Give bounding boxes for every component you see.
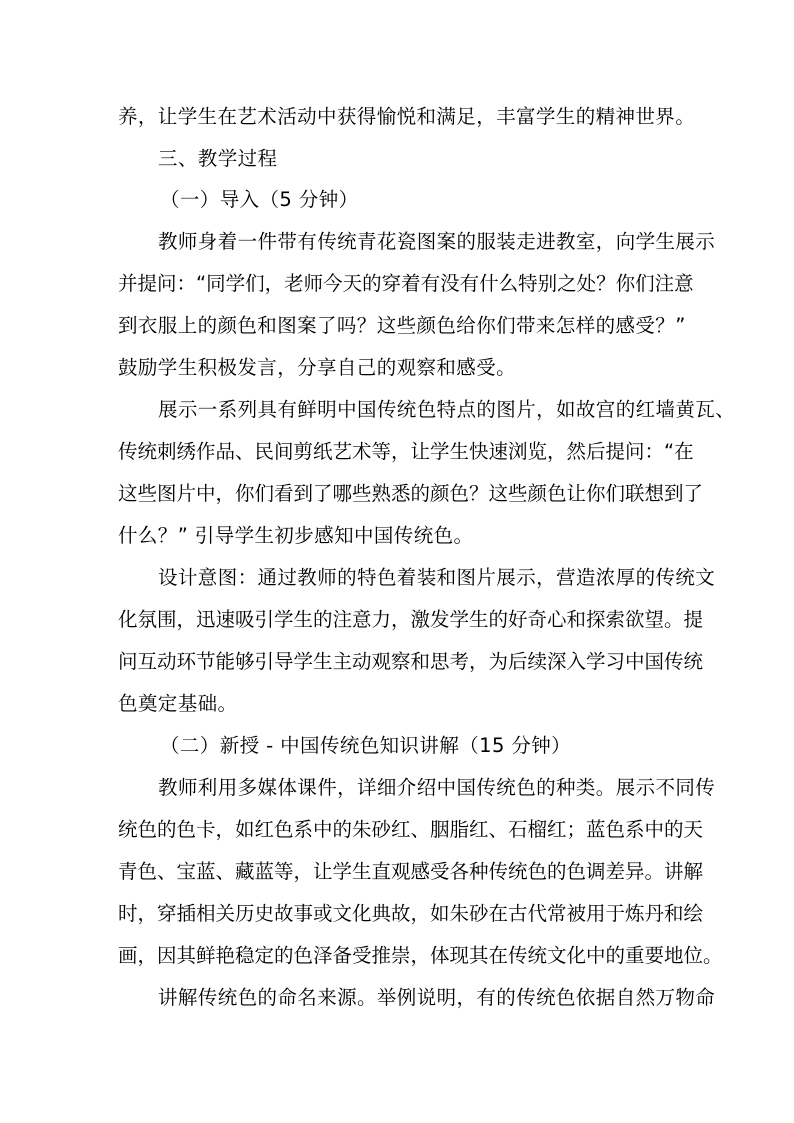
text-line: 时，穿插相关历史故事或文化典故，如朱砂在古代常被用于炼丹和绘 [118, 902, 704, 925]
text-line: 化氛围，迅速吸引学生的注意力，激发学生的好奇心和探索欲望。提 [118, 608, 704, 631]
text-line: 教师身着一件带有传统青花瓷图案的服装走进教室，向学生展示 [158, 230, 716, 253]
text-line: 养，让学生在艺术活动中获得愉悦和满足，丰富学生的精神世界。 [118, 105, 696, 128]
text-line: 讲解传统色的命名来源。举例说明，有的传统色依据自然万物命 [158, 986, 716, 1009]
text-line: 教师利用多媒体课件，详细介绍中国传统色的种类。展示不同传 [158, 776, 716, 799]
text-line: 什么？” 引导学生初步感知中国传统色。 [118, 524, 474, 547]
text-line: 色奠定基础。 [118, 692, 238, 715]
text-line: 鼓励学生积极发言，分享自己的观察和感受。 [118, 356, 517, 379]
text-line: 到衣服上的颜色和图案了吗？这些颜色给你们带来怎样的感受？” [118, 314, 686, 337]
section-heading: 三、教学过程 [158, 147, 278, 170]
text-line: 问互动环节能够引导学生主动观察和思考，为后续深入学习中国传统 [118, 650, 704, 673]
text-line: 青色、宝蓝、藏蓝等，让学生直观感受各种传统色的色调差异。讲解 [118, 860, 704, 883]
subsection-heading: （二）新授 - 中国传统色知识讲解（15 分钟） [160, 734, 572, 757]
text-line: 画，因其鲜艳稳定的色泽备受推崇，体现其在传统文化中的重要地位。 [118, 944, 723, 967]
text-line: 统色的色卡，如红色系中的朱砂红、胭脂红、石榴红；蓝色系中的天 [118, 818, 704, 841]
text-line: 设计意图：通过教师的特色着装和图片展示，营造浓厚的传统文 [158, 566, 716, 589]
text-line: 这些图片中，你们看到了哪些熟悉的颜色？这些颜色让你们联想到了 [118, 482, 704, 505]
subsection-heading: （一）导入（5 分钟） [160, 188, 359, 211]
text-line: 并提问：“同学们，老师今天的穿着有没有什么特别之处？你们注意 [118, 272, 694, 295]
text-line: 展示一系列具有鲜明中国传统色特点的图片，如故宫的红墙黄瓦、 [158, 398, 736, 421]
text-line: 传统刺绣作品、民间剪纸艺术等，让学生快速浏览，然后提问：“在 [118, 440, 694, 463]
